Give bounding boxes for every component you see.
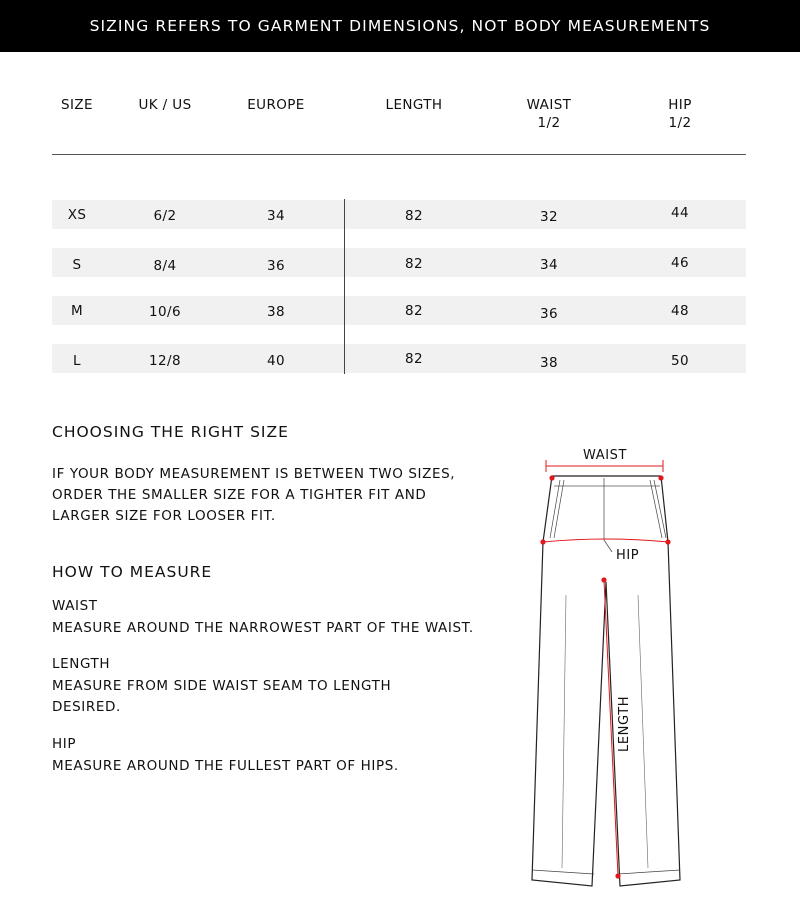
table-row (52, 344, 746, 373)
cell-uk-us: 6/2 (153, 208, 177, 224)
choosing-title: CHOOSING THE RIGHT SIZE (52, 423, 289, 441)
cell-europe: 34 (267, 208, 285, 224)
cell-length: 82 (405, 256, 423, 272)
length-label: LENGTH (52, 656, 111, 672)
measure-title: HOW TO MEASURE (52, 563, 213, 581)
cell-hip: 46 (671, 255, 689, 271)
table-row (52, 296, 746, 325)
table-row (52, 200, 746, 229)
col-header-europe: EUROPE (247, 97, 305, 113)
cell-hip: 44 (671, 205, 689, 221)
col-header-hip: HIP 1/2 (668, 97, 692, 131)
hip-label: HIP (52, 736, 77, 752)
col-header-waist: WAIST 1/2 (526, 97, 572, 131)
cell-length: 82 (405, 351, 423, 367)
cell-length: 82 (405, 303, 423, 319)
cell-uk-us: 8/4 (153, 258, 177, 274)
length-point-bottom (615, 873, 620, 878)
col-header-uk-us: UK / US (138, 97, 192, 113)
cell-waist: 32 (540, 209, 558, 225)
hip-text: MEASURE AROUND THE FULLEST PART OF HIPS. (52, 758, 399, 774)
length-text: MEASURE FROM SIDE WAIST SEAM TO LENGTH DESIRED. (52, 678, 392, 715)
col-header-length: LENGTH (385, 97, 443, 113)
cell-uk-us: 10/6 (149, 304, 181, 320)
diagram-waist-label: WAIST (582, 448, 628, 463)
cell-size: M (70, 303, 84, 319)
table-row (52, 248, 746, 277)
table-header (52, 96, 746, 136)
cell-hip: 48 (671, 303, 689, 319)
cell-europe: 38 (267, 304, 285, 320)
cell-waist: 38 (540, 355, 558, 371)
cell-europe: 40 (267, 353, 285, 369)
diagram-hip-label: HIP (616, 548, 640, 563)
col-header-size: SIZE (61, 97, 93, 113)
waist-text: MEASURE AROUND THE NARROWEST PART OF THE WAIST. (52, 620, 474, 636)
column-divider (344, 199, 345, 374)
hip-point-left (540, 539, 545, 544)
cell-waist: 34 (540, 257, 558, 273)
cell-size: XS (67, 207, 87, 223)
trousers-diagram (520, 440, 700, 900)
waist-label: WAIST (52, 598, 98, 614)
cell-size: S (72, 257, 82, 273)
cell-length: 82 (405, 208, 423, 224)
waist-point-right (658, 475, 663, 480)
cell-hip: 50 (671, 353, 689, 369)
cell-size: L (73, 353, 81, 369)
header-banner (0, 0, 800, 52)
length-point-top (601, 577, 606, 582)
cell-europe: 36 (267, 258, 285, 274)
cell-waist: 36 (540, 306, 558, 322)
cell-uk-us: 12/8 (149, 353, 181, 369)
banner-text: SIZING REFERS TO GARMENT DIMENSIONS, NOT BODY MEASUREMENTS (89, 17, 711, 35)
header-divider (52, 154, 746, 155)
waist-point-left (549, 475, 554, 480)
hip-point-right (665, 539, 670, 544)
diagram-length-label: LENGTH (617, 695, 632, 752)
choosing-text: IF YOUR BODY MEASUREMENT IS BETWEEN TWO SIZES, ORDER THE SMALLER SIZE FOR A TIGHTER FIT AND LARGER SIZE FOR LOOSER FIT. (52, 466, 456, 524)
